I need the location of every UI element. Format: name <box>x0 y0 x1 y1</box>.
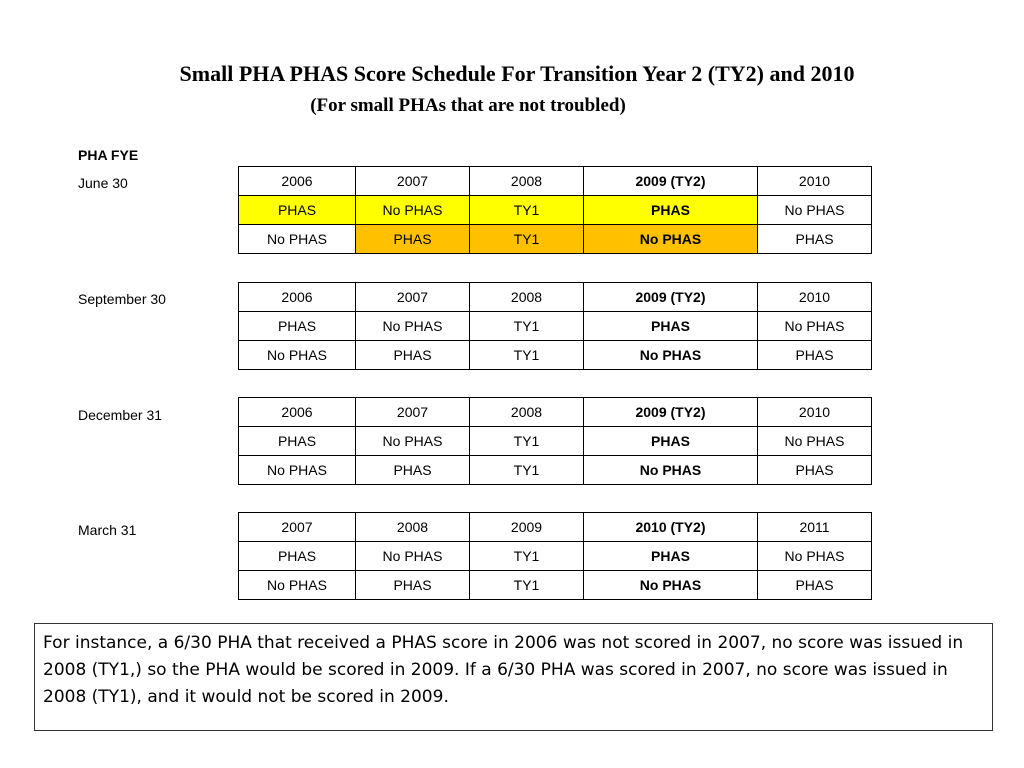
table-cell: TY1 <box>470 196 584 225</box>
table-cell: No PHAS <box>239 341 356 370</box>
page-title: Small PHA PHAS Score Schedule For Transition Year 2 (TY2) and 2010 <box>179 61 855 86</box>
table-cell: 2008 <box>356 513 470 542</box>
schedule-table-september-30 <box>238 282 872 370</box>
page-subtitle: (For small PHAs that are not troubled) <box>310 95 626 116</box>
table-cell: 2010 <box>758 283 872 312</box>
table-cell: 2007 <box>356 283 470 312</box>
table-cell: No PHAS <box>239 571 356 600</box>
table-cell: PHAS <box>239 542 356 571</box>
table-cell: No PHAS <box>584 456 758 485</box>
table-cell: 2009 (TY2) <box>584 167 758 196</box>
table-cell: TY1 <box>470 312 584 341</box>
table-cell: 2009 <box>470 513 584 542</box>
table-cell: 2006 <box>239 398 356 427</box>
table-cell: TY1 <box>470 456 584 485</box>
table-cell: 2008 <box>470 283 584 312</box>
table-row <box>239 312 872 341</box>
table-cell: No PHAS <box>356 312 470 341</box>
table-cell: No PHAS <box>584 341 758 370</box>
table-row <box>239 341 872 370</box>
schedule-table-march-31 <box>238 512 872 600</box>
table-cell: 2007 <box>356 167 470 196</box>
table-row <box>239 225 872 254</box>
table-cell: PHAS <box>758 456 872 485</box>
table-cell: No PHAS <box>356 542 470 571</box>
table-cell: No PHAS <box>239 456 356 485</box>
table-cell: PHAS <box>584 427 758 456</box>
table-row <box>239 571 872 600</box>
table-row <box>239 283 872 312</box>
table-row <box>239 542 872 571</box>
table-cell: PHAS <box>356 571 470 600</box>
table-cell: No PHAS <box>758 427 872 456</box>
table-cell: PHAS <box>584 542 758 571</box>
table-row <box>239 167 872 196</box>
table-cell: 2008 <box>470 398 584 427</box>
table-cell: PHAS <box>239 312 356 341</box>
table-cell: PHAS <box>356 341 470 370</box>
table-cell: TY1 <box>470 542 584 571</box>
table-cell: PHAS <box>758 571 872 600</box>
table-cell: 2009 (TY2) <box>584 398 758 427</box>
table-cell: No PHAS <box>584 225 758 254</box>
table-cell: PHAS <box>584 196 758 225</box>
table-cell: No PHAS <box>584 571 758 600</box>
table-row <box>239 456 872 485</box>
table-cell: 2010 (TY2) <box>584 513 758 542</box>
table-row <box>239 398 872 427</box>
table-cell: PHAS <box>758 225 872 254</box>
table-cell: No PHAS <box>758 312 872 341</box>
table-cell: PHAS <box>239 427 356 456</box>
table-cell: TY1 <box>470 571 584 600</box>
table-cell: 2010 <box>758 167 872 196</box>
table-cell: PHAS <box>584 312 758 341</box>
table-cell: No PHAS <box>239 225 356 254</box>
schedule-table-june-30 <box>238 166 872 254</box>
table-row <box>239 427 872 456</box>
pha-fye-header: PHA FYE <box>78 147 139 163</box>
table-cell: PHAS <box>239 196 356 225</box>
table-cell: PHAS <box>758 341 872 370</box>
table-cell: No PHAS <box>356 427 470 456</box>
table-cell: 2006 <box>239 167 356 196</box>
explanation-note: For instance, a 6/30 PHA that received a PHAS score in 2006 was not scored in 2007, no score was issued in 2008 (TY1,) so the PHA would be scored in 2009. If a 6/30 PHA was scored in 2007, no score was issued in 2008 (TY1), and it would not be scored in 2009. <box>34 623 993 731</box>
table-cell: 2006 <box>239 283 356 312</box>
block-label-september-30: September 30 <box>78 291 166 307</box>
table-cell: 2007 <box>356 398 470 427</box>
table-cell: TY1 <box>470 225 584 254</box>
table-cell: TY1 <box>470 341 584 370</box>
table-cell: No PHAS <box>758 542 872 571</box>
table-cell: No PHAS <box>758 196 872 225</box>
table-cell: No PHAS <box>356 196 470 225</box>
table-cell: 2009 (TY2) <box>584 283 758 312</box>
table-cell: 2007 <box>239 513 356 542</box>
block-label-march-31: March 31 <box>78 522 137 538</box>
table-cell: TY1 <box>470 427 584 456</box>
table-row <box>239 513 872 542</box>
table-cell: 2010 <box>758 398 872 427</box>
table-cell: 2008 <box>470 167 584 196</box>
table-cell: 2011 <box>758 513 872 542</box>
schedule-table-december-31 <box>238 397 872 485</box>
table-cell: PHAS <box>356 456 470 485</box>
table-cell: PHAS <box>356 225 470 254</box>
block-label-june-30: June 30 <box>78 175 128 191</box>
block-label-december-31: December 31 <box>78 407 163 423</box>
table-row-highlight-yellow <box>239 196 872 225</box>
